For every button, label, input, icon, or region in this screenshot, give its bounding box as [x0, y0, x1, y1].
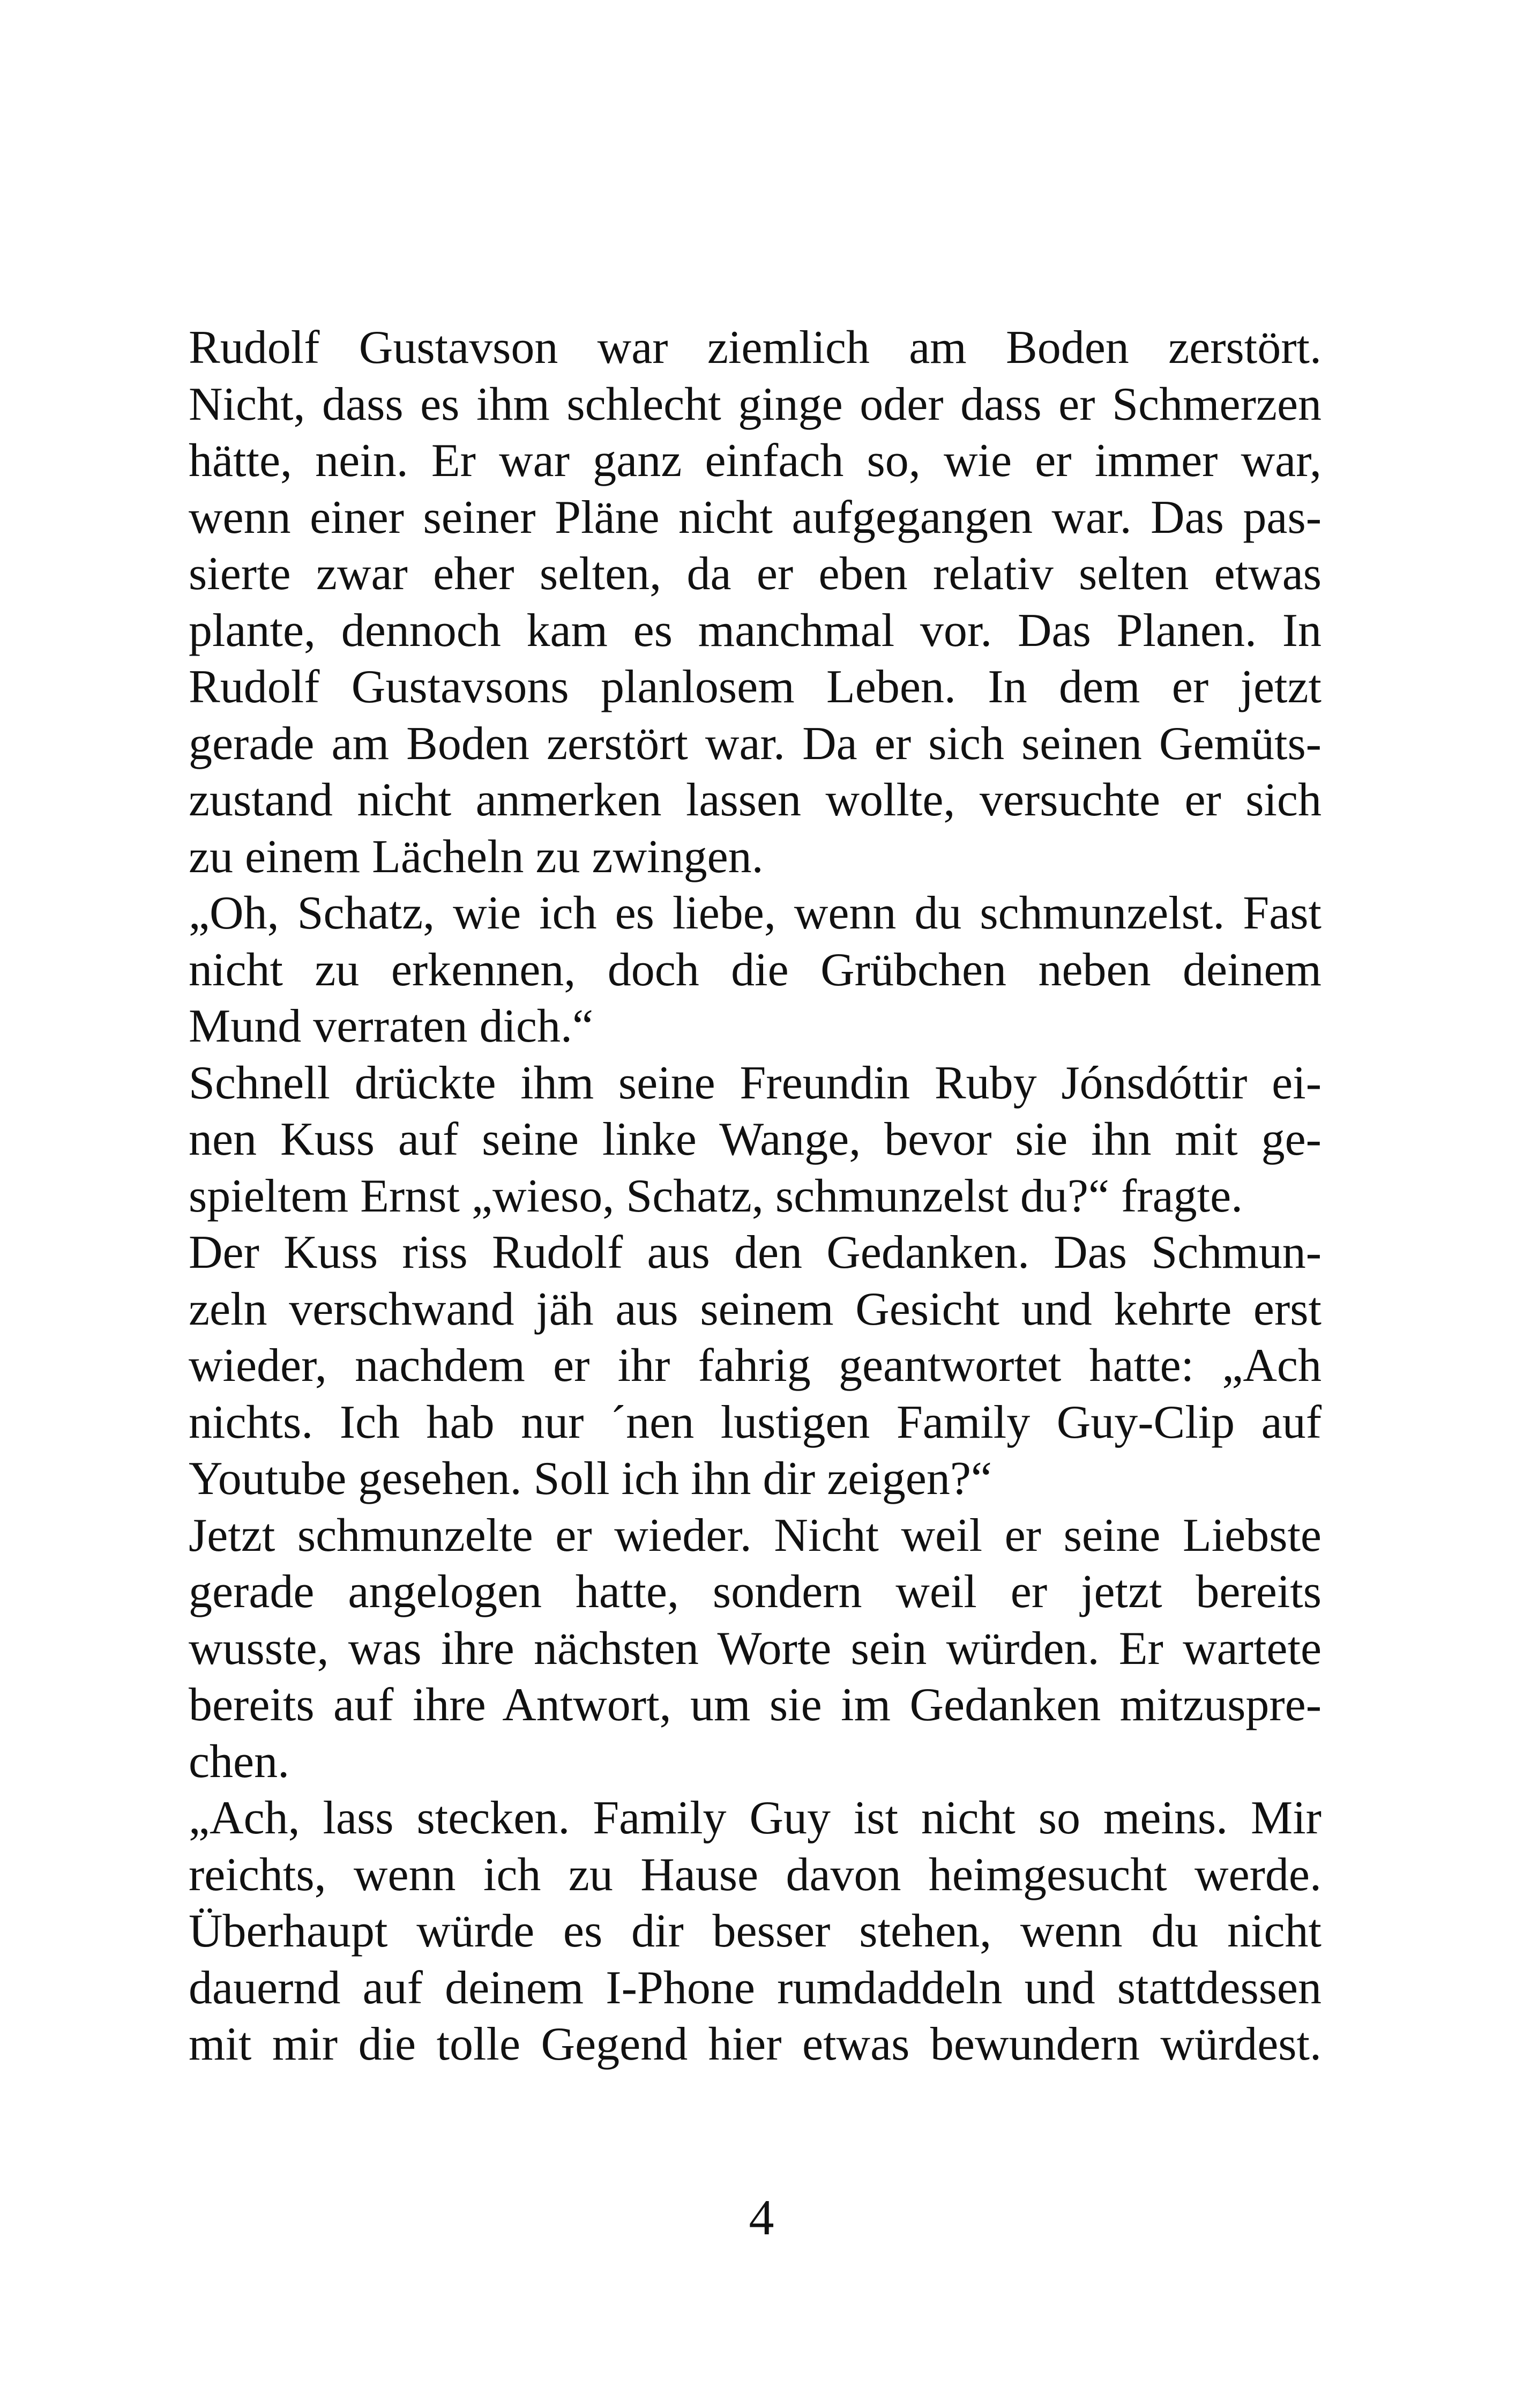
text-line: Rudolf Gustavson war ziemlich am Boden zerstört. — [189, 322, 1322, 374]
text-line: Schnell drückte ihm seine Freundin Ruby Jónsdóttir ei- — [189, 1057, 1322, 1109]
text-line: nichts. Ich hab nur ´nen lustigen Family Guy-Clip auf — [189, 1396, 1322, 1448]
text-line: gerade am Boden zerstört war. Da er sich seinen Gemüts- — [189, 717, 1322, 770]
text-line: hätte, nein. Er war ganz einfach so, wie er immer war, — [189, 435, 1322, 487]
text-line: wieder, nachdem er ihr fahrig geantwortet hatte: „Ach — [189, 1340, 1322, 1392]
text-line: dauernd auf deinem I-Phone rumdaddeln und stattdessen — [189, 1961, 1322, 2014]
text-line: Nicht, dass es ihm schlecht ginge oder dass er Schmerzen — [189, 378, 1322, 430]
page-number: 4 — [749, 2190, 774, 2246]
body-text — [189, 319, 1322, 2073]
text-line: chen. — [189, 1735, 290, 1788]
text-line: wusste, was ihre nächsten Worte sein würden. Er wartete — [189, 1622, 1322, 1675]
text-line: spieltem Ernst „wieso, Schatz, schmunzelst du?“ fragte. — [189, 1170, 1243, 1222]
text-line: mit mir die tolle Gegend hier etwas bewundern würdest. — [189, 2018, 1322, 2070]
text-line: „Oh, Schatz, wie ich es liebe, wenn du schmunzelst. Fast — [189, 887, 1322, 939]
text-line: „Ach, lass stecken. Family Guy ist nicht so meins. Mir — [189, 1792, 1322, 1844]
text-line: plante, dennoch kam es manchmal vor. Das Planen. In — [189, 604, 1322, 657]
text-line: wenn einer seiner Pläne nicht aufgegangen war. Das pas- — [189, 491, 1322, 544]
text-line: Rudolf Gustavsons planlosem Leben. In dem er jetzt — [189, 661, 1322, 713]
text-line: Mund verraten dich.“ — [189, 1000, 594, 1052]
text-line: nen Kuss auf seine linke Wange, bevor sie ihn mit ge- — [189, 1113, 1322, 1165]
text-line: Der Kuss riss Rudolf aus den Gedanken. Das Schmun- — [189, 1227, 1322, 1279]
text-line: zustand nicht anmerken lassen wollte, versuchte er sich — [189, 774, 1322, 826]
text-line: bereits auf ihre Antwort, um sie im Gedanken mitzuspre- — [189, 1679, 1322, 1731]
text-line: reichts, wenn ich zu Hause davon heimgesucht werde. — [189, 1848, 1322, 1901]
text-line: gerade angelogen hatte, sondern weil er jetzt bereits — [189, 1566, 1322, 1618]
text-line: nicht zu erkennen, doch die Grübchen neben deinem — [189, 943, 1322, 996]
text-line: zu einem Lächeln zu zwingen. — [189, 830, 764, 883]
text-line: Überhaupt würde es dir besser stehen, wenn du nicht — [189, 1905, 1322, 1957]
text-line: Youtube gesehen. Soll ich ihn dir zeigen?“ — [189, 1453, 992, 1505]
text-line: sierte zwar eher selten, da er eben relativ selten etwas — [189, 548, 1322, 600]
text-line: zeln verschwand jäh aus seinem Gesicht und kehrte erst — [189, 1283, 1322, 1335]
text-line: Jetzt schmunzelte er wieder. Nicht weil er seine Liebste — [189, 1509, 1322, 1562]
